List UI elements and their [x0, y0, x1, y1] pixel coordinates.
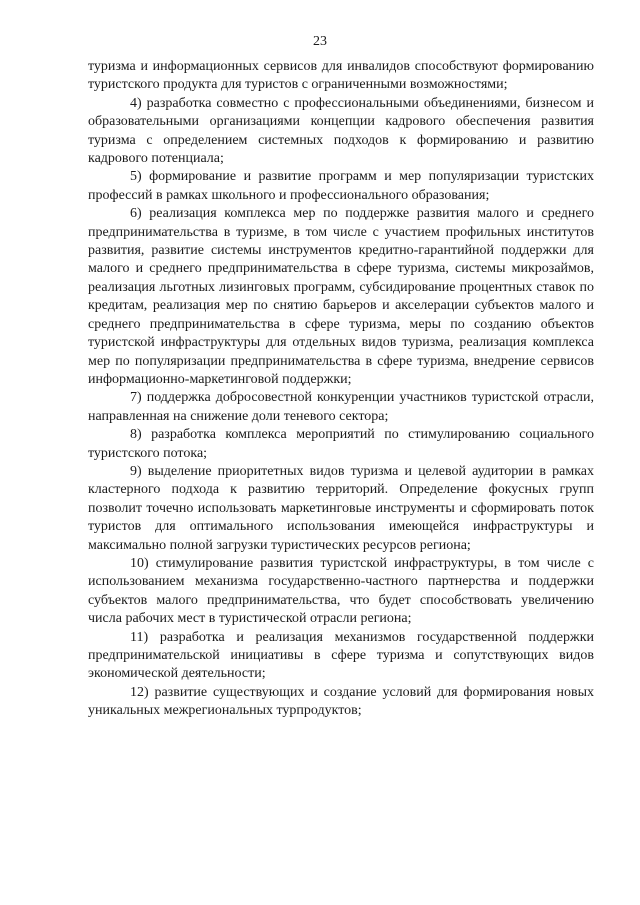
paragraph-item-7: 7) поддержка добросовестной конкуренции участников туристской отрасли, направленная на снижение доли теневого сектора; — [88, 390, 594, 424]
paragraph-item-6: 6) реализация комплекса мер по поддержке развития малого и среднего предпринимательства в туризме, в том числе с участием профильных институтов развития, развитие системы инструментов кредитно-гарантийной поддержки для малого и среднего предпринимательства в сфере туризма, системы микрозаймов, реализация льготных лизинговых программ, субсидирование процентных ставок по кредитам, реализация мер по снятию барьеров и акселерации субъектов малого и среднего предпринимательства в сфере туризма, меры по созданию объектов туристской инфраструктуры для отдельных видов туризма, реализация комплекса мер по популяризации предпринимательства в сфере туризма, внедрение сервисов информационно-маркетинговой поддержки; — [88, 206, 594, 387]
paragraph-item-11: 11) разработка и реализация механизмов государственной поддержки предпринимательской инициативы в сфере туризма и сопутствующих видов экономической деятельности; — [88, 629, 594, 682]
page-number: 23 — [313, 34, 327, 49]
paragraph-item-12: 12) развитие существующих и создание условий для формирования новых уникальных межрегиональных турпродуктов; — [88, 684, 594, 719]
paragraph-item-4: 4) разработка совместно с профессиональными объединениями, бизнесом и образовательными организациями концепции кадрового обеспечения развития туризма с определением системных подходов к формированию и развитию кадрового потенциала; — [88, 95, 594, 167]
paragraph-item-8: 8) разработка комплекса мероприятий по стимулированию социального туристского потока; — [88, 427, 594, 461]
paragraph-continuation: туризма и информационных сервисов для инвалидов способствуют формированию туристского продукта для туристов с ограниченными возможностями; — [88, 59, 594, 93]
paragraph-item-5: 5) формирование и развитие программ и мер популяризации туристских профессий в рамках школьного и профессионального образования; — [88, 169, 594, 203]
document-body — [88, 58, 594, 721]
paragraph-item-10: 10) стимулирование развития туристской инфраструктуры, в том числе с использованием механизма государственно-частного партнерства и поддержки субъектов малого предпринимательства, что будет способствовать увеличению числа рабочих мест в туристической отрасли региона; — [88, 555, 594, 627]
paragraph-item-9: 9) выделение приоритетных видов туризма и целевой аудитории в рамках кластерного подхода к развитию территорий. Определение фокусных групп позволит точечно использовать маркетинговые инструменты и сформировать поток туристов для оптимального использования имеющейся инфраструктуры и максимально полной загрузки туристических ресурсов региона; — [88, 463, 594, 553]
